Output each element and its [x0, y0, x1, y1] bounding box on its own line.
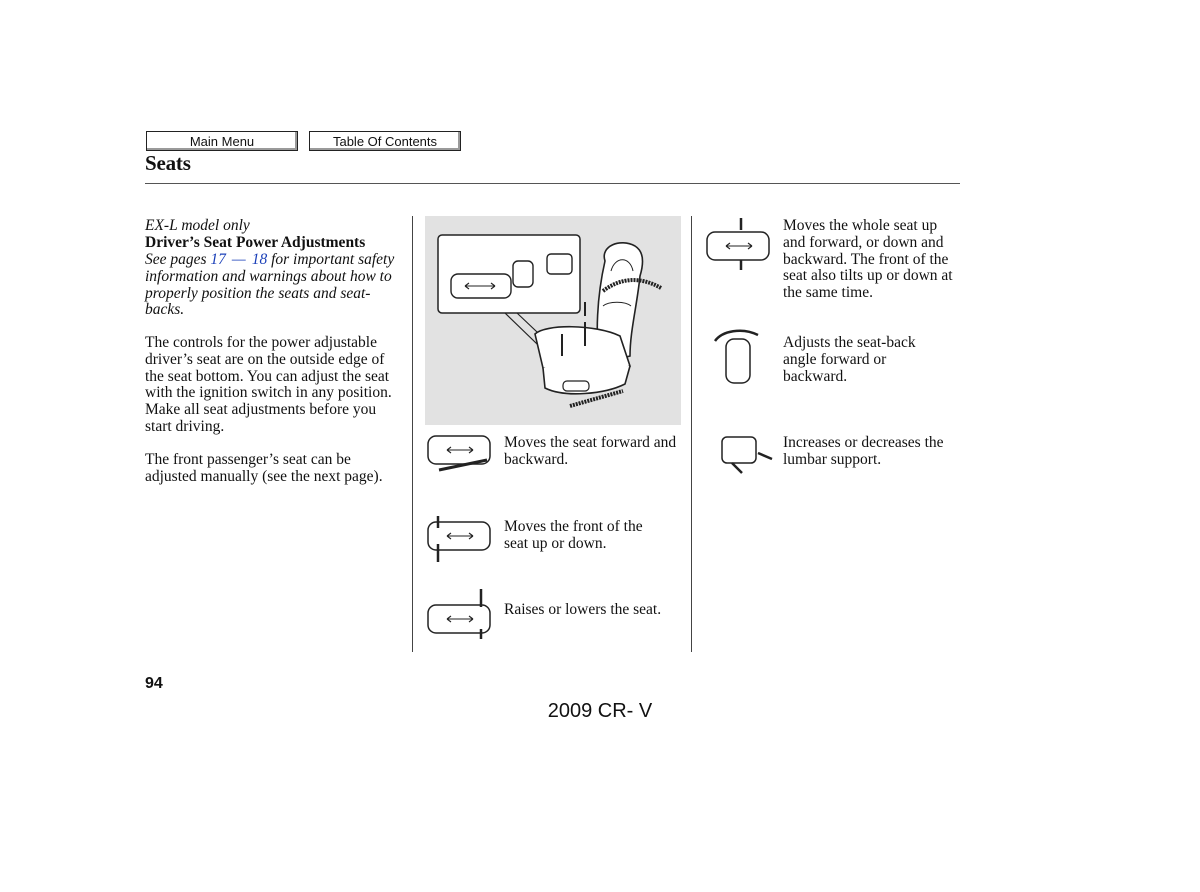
lumbar-description: Increases or decreases the lumbar support.: [783, 434, 944, 468]
height-switch-icon: [425, 589, 495, 639]
safety-reference: [145, 252, 400, 319]
page-link-18[interactable]: 18: [251, 251, 268, 268]
forward-back-description: Moves the seat forward and backward.: [504, 434, 677, 468]
lumbar-switch-icon: [718, 433, 774, 475]
column-divider-right: [691, 216, 692, 652]
front-up-down-description: Moves the front of the seat up or down.: [504, 518, 643, 552]
footer-model: 2009 CR- V: [547, 700, 653, 722]
seat-drawing: [425, 216, 681, 425]
passenger-seat-paragraph: The front passenger’s seat can be adjusted manually (see the next page).: [145, 451, 383, 485]
reference-suffix: for important safety information and warnings about how to properly position the seats and seat-backs.: [145, 251, 395, 319]
column-divider-left: [412, 216, 413, 652]
whole-seat-switch-icon: [704, 218, 774, 270]
table-of-contents-button[interactable]: Table Of Contents: [309, 131, 461, 151]
slide-switch-icon: [425, 432, 495, 476]
reference-prefix: See pages: [145, 251, 207, 268]
raise-lower-description: Raises or lowers the seat.: [504, 601, 662, 618]
section-heading: Driver’s Seat Power Adjustments: [145, 234, 366, 251]
model-note: EX-L model only: [145, 217, 250, 234]
seat-illustration: [425, 216, 681, 425]
seatback-description: Adjusts the seat-back angle forward or backward.: [783, 334, 916, 385]
reference-dash: —: [231, 251, 246, 268]
page-title: Seats: [145, 151, 191, 175]
recline-switch-icon: [712, 327, 764, 387]
page-number: 94: [145, 675, 163, 692]
title-divider: [145, 183, 960, 184]
main-menu-button[interactable]: Main Menu: [146, 131, 298, 151]
whole-seat-description: Moves the whole seat up and forward, or down and backward. The front of the seat also tilts up or down at the same time.: [783, 217, 953, 302]
controls-paragraph: The controls for the power adjustable driver’s seat are on the outside edge of the seat bottom. You can adjust the seat with the ignition switch in any position. Make all seat adjustments before you start driving.: [145, 334, 392, 435]
front-tilt-switch-icon: [425, 516, 495, 566]
page-link-17[interactable]: 17: [210, 251, 226, 268]
